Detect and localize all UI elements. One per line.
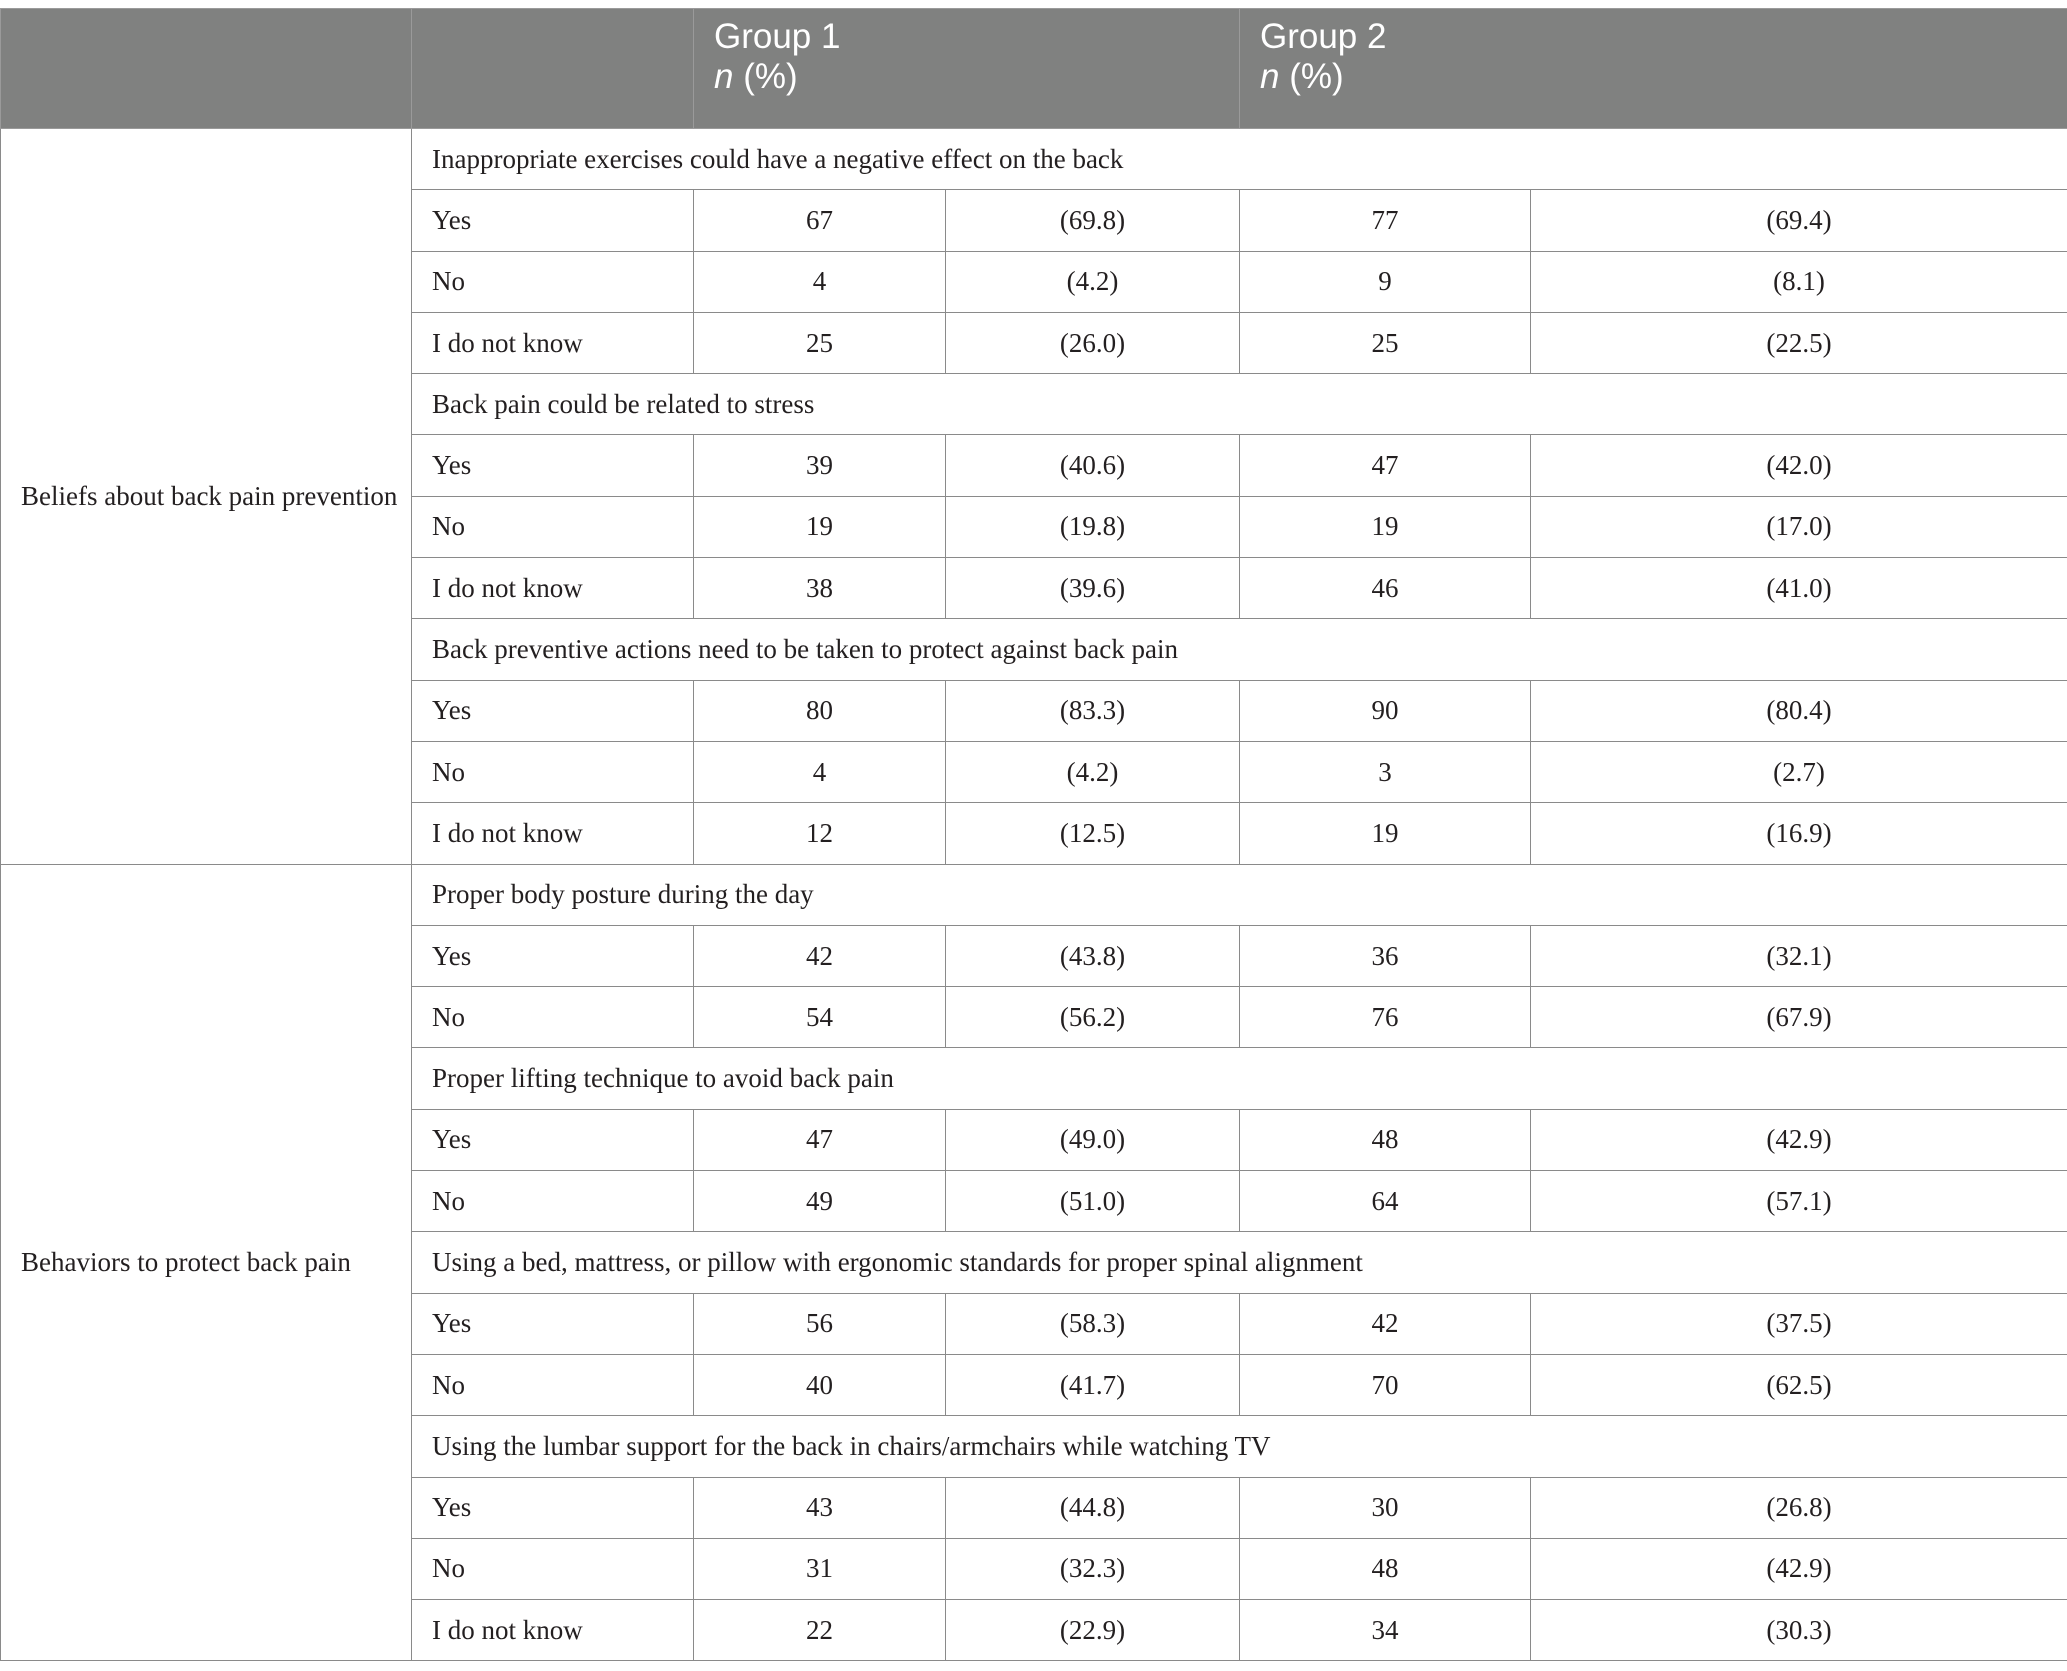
group-2-count: 47 bbox=[1240, 435, 1531, 496]
section-label: Behaviors to protect back pain bbox=[1, 864, 412, 1661]
group-2-count: 76 bbox=[1240, 987, 1531, 1048]
header-group-1-sub bbox=[714, 57, 1239, 97]
answer-label: No bbox=[412, 1354, 694, 1415]
group-1-percent: (49.0) bbox=[946, 1109, 1240, 1170]
answer-label: No bbox=[412, 251, 694, 312]
answer-label: No bbox=[412, 1538, 694, 1599]
group-2-count: 34 bbox=[1240, 1600, 1531, 1661]
group-1-percent: (4.2) bbox=[946, 251, 1240, 312]
header-group-2-n: n bbox=[1260, 57, 1280, 96]
group-1-count: 54 bbox=[694, 987, 946, 1048]
group-1-count: 67 bbox=[694, 190, 946, 251]
group-1-count: 43 bbox=[694, 1477, 946, 1538]
answer-label: I do not know bbox=[412, 803, 694, 864]
group-1-percent: (12.5) bbox=[946, 803, 1240, 864]
group-2-percent: (41.0) bbox=[1531, 558, 2067, 619]
group-1-percent: (51.0) bbox=[946, 1171, 1240, 1232]
group-2-count: 77 bbox=[1240, 190, 1531, 251]
group-2-percent: (22.5) bbox=[1531, 312, 2067, 373]
group-1-count: 25 bbox=[694, 312, 946, 373]
group-1-count: 31 bbox=[694, 1538, 946, 1599]
group-1-count: 56 bbox=[694, 1293, 946, 1354]
group-2-count: 9 bbox=[1240, 251, 1531, 312]
group-2-count: 48 bbox=[1240, 1109, 1531, 1170]
group-1-percent: (44.8) bbox=[946, 1477, 1240, 1538]
group-2-percent: (42.9) bbox=[1531, 1109, 2067, 1170]
group-2-percent: (2.7) bbox=[1531, 741, 2067, 802]
question-row bbox=[1, 864, 2067, 925]
header-group-1-label: Group 1 bbox=[714, 17, 841, 56]
group-2-count: 46 bbox=[1240, 558, 1531, 619]
group-2-percent: (16.9) bbox=[1531, 803, 2067, 864]
question-text: Inappropriate exercises could have a negative effect on the back bbox=[412, 129, 2067, 190]
group-1-percent: (69.8) bbox=[946, 190, 1240, 251]
group-2-count: 36 bbox=[1240, 925, 1531, 986]
group-1-percent: (32.3) bbox=[946, 1538, 1240, 1599]
group-2-count: 70 bbox=[1240, 1354, 1531, 1415]
question-text: Using the lumbar support for the back in chairs/armchairs while watching TV bbox=[412, 1416, 2067, 1477]
answer-label: Yes bbox=[412, 680, 694, 741]
group-1-count: 4 bbox=[694, 741, 946, 802]
results-table bbox=[0, 8, 2067, 1661]
question-text: Back pain could be related to stress bbox=[412, 374, 2067, 435]
group-2-percent: (32.1) bbox=[1531, 925, 2067, 986]
group-1-count: 40 bbox=[694, 1354, 946, 1415]
header-group-2-sub bbox=[1260, 57, 2067, 97]
answer-label: I do not know bbox=[412, 558, 694, 619]
section-label: Beliefs about back pain prevention bbox=[1, 129, 412, 865]
group-2-count: 90 bbox=[1240, 680, 1531, 741]
group-2-percent: (42.9) bbox=[1531, 1538, 2067, 1599]
answer-label: No bbox=[412, 741, 694, 802]
header-group-1 bbox=[694, 9, 1240, 129]
group-1-count: 49 bbox=[694, 1171, 946, 1232]
group-2-count: 19 bbox=[1240, 803, 1531, 864]
group-2-percent: (37.5) bbox=[1531, 1293, 2067, 1354]
question-text: Using a bed, mattress, or pillow with ergonomic standards for proper spinal alignment bbox=[412, 1232, 2067, 1293]
table-header-row bbox=[1, 9, 2067, 129]
answer-label: Yes bbox=[412, 190, 694, 251]
group-1-percent: (41.7) bbox=[946, 1354, 1240, 1415]
group-2-count: 25 bbox=[1240, 312, 1531, 373]
header-group-2-pct: (%) bbox=[1279, 57, 1344, 96]
group-2-percent: (8.1) bbox=[1531, 251, 2067, 312]
group-2-percent: (67.9) bbox=[1531, 987, 2067, 1048]
group-1-count: 80 bbox=[694, 680, 946, 741]
group-2-count: 19 bbox=[1240, 496, 1531, 557]
group-1-percent: (83.3) bbox=[946, 680, 1240, 741]
group-2-percent: (62.5) bbox=[1531, 1354, 2067, 1415]
group-1-percent: (4.2) bbox=[946, 741, 1240, 802]
question-row bbox=[1, 129, 2067, 190]
group-1-percent: (43.8) bbox=[946, 925, 1240, 986]
answer-label: Yes bbox=[412, 1109, 694, 1170]
group-1-percent: (40.6) bbox=[946, 435, 1240, 496]
header-group-2-label: Group 2 bbox=[1260, 17, 1387, 56]
answer-label: Yes bbox=[412, 435, 694, 496]
answer-label: No bbox=[412, 496, 694, 557]
group-2-percent: (17.0) bbox=[1531, 496, 2067, 557]
group-1-percent: (26.0) bbox=[946, 312, 1240, 373]
group-1-count: 22 bbox=[694, 1600, 946, 1661]
answer-label: Yes bbox=[412, 925, 694, 986]
group-1-count: 4 bbox=[694, 251, 946, 312]
answer-label: Yes bbox=[412, 1293, 694, 1354]
group-1-percent: (19.8) bbox=[946, 496, 1240, 557]
group-2-percent: (80.4) bbox=[1531, 680, 2067, 741]
group-1-count: 47 bbox=[694, 1109, 946, 1170]
group-2-count: 30 bbox=[1240, 1477, 1531, 1538]
group-2-percent: (26.8) bbox=[1531, 1477, 2067, 1538]
answer-label: I do not know bbox=[412, 1600, 694, 1661]
group-1-count: 42 bbox=[694, 925, 946, 986]
group-2-count: 3 bbox=[1240, 741, 1531, 802]
question-text: Proper body posture during the day bbox=[412, 864, 2067, 925]
group-2-percent: (57.1) bbox=[1531, 1171, 2067, 1232]
group-1-percent: (58.3) bbox=[946, 1293, 1240, 1354]
group-2-count: 64 bbox=[1240, 1171, 1531, 1232]
group-1-percent: (22.9) bbox=[946, 1600, 1240, 1661]
group-1-count: 12 bbox=[694, 803, 946, 864]
group-1-percent: (56.2) bbox=[946, 987, 1240, 1048]
header-blank-2 bbox=[412, 9, 694, 129]
question-text: Proper lifting technique to avoid back pain bbox=[412, 1048, 2067, 1109]
group-1-percent: (39.6) bbox=[946, 558, 1240, 619]
group-1-count: 38 bbox=[694, 558, 946, 619]
header-group-2 bbox=[1240, 9, 2067, 129]
answer-label: I do not know bbox=[412, 312, 694, 373]
group-2-percent: (42.0) bbox=[1531, 435, 2067, 496]
answer-label: No bbox=[412, 1171, 694, 1232]
header-blank-1 bbox=[1, 9, 412, 129]
answer-label: Yes bbox=[412, 1477, 694, 1538]
table-body bbox=[1, 129, 2067, 1661]
group-2-percent: (30.3) bbox=[1531, 1600, 2067, 1661]
group-2-percent: (69.4) bbox=[1531, 190, 2067, 251]
header-group-1-pct: (%) bbox=[733, 57, 798, 96]
group-1-count: 39 bbox=[694, 435, 946, 496]
group-2-count: 42 bbox=[1240, 1293, 1531, 1354]
header-group-1-n: n bbox=[714, 57, 734, 96]
group-2-count: 48 bbox=[1240, 1538, 1531, 1599]
group-1-count: 19 bbox=[694, 496, 946, 557]
answer-label: No bbox=[412, 987, 694, 1048]
question-text: Back preventive actions need to be taken to protect against back pain bbox=[412, 619, 2067, 680]
